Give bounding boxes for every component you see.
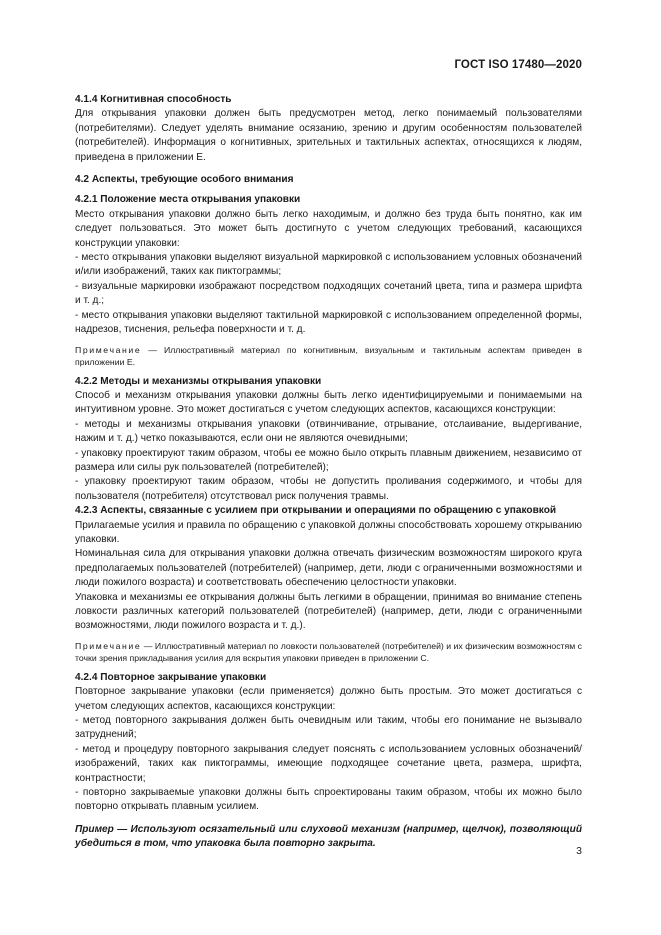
list-item: - место открывания упаковки выделяют визуальной маркировкой с использованием условных обозначений и/или изображений, таких как пиктограммы; (75, 252, 582, 278)
paragraph: Способ и механизм открывания упаковки должны быть легко идентифицируемыми и понимаемыми на интуитивном уровне. Это может достигаться с учетом следующих аспектов, касающихся конструкции: (75, 389, 582, 416)
note-text: — Иллюстративный материал по ловкости пользователей (потребителей) и их физическим возможностям с точки зрения прикладывания усилия для вскрытия упаковки приведен в приложении С. (75, 640, 582, 664)
section-heading-4-2-3: 4.2.3 Аспекты, связанные с усилием при открывании и операциями по обращению с упаковкой (75, 505, 557, 517)
note-text: — Иллюстративный материал по когнитивным, визуальным и тактильным аспектам приведен в приложении Е. (75, 344, 582, 367)
note-label: Примечание (75, 344, 142, 355)
list-item: - методы и механизмы открывания упаковки (отвинчивание, отрывание, отслаивание, выдергивание, нажим и т. д.) четко показываются, если они не являются очевидными; (75, 418, 582, 445)
list-item: - место открывания упаковки выделяют тактильной маркировкой с использованием определенной формы, надрезов, тиснения, рельефа поверхности и т. д. (75, 309, 582, 336)
section-heading-4-1-4: 4.1.4 Когнитивная способность (75, 94, 232, 105)
example-text: Пример — Используют осязательный или слуховой механизм (например, щелчок), позволяющий убедиться в том, что упаковка была повторно закрыта. (75, 823, 582, 850)
section-heading-4-2-4: 4.2.4 Повторное закрывание упаковки (75, 671, 267, 683)
paragraph: Номинальная сила для открывания упаковки должна отвечать физическим возможностям широкого круга предполагаемых пользователей (потребителей) (например, дети, люди с ограниченными возможностями и люди пожилого возраста) и соответствовать обеспечению целостности упаковки. (75, 548, 582, 589)
list-item: - упаковку проектируют таким образом, чтобы ее можно было открыть плавным движением, независимо от размера или силы рук пользователей (потребителей); (75, 447, 582, 473)
list-item: - повторно закрываемые упаковки должны быть спроектированы таким образом, чтобы их можно было повторно открывать плавным усилием. (75, 787, 582, 813)
section-heading-4-2: 4.2 Аспекты, требующие особого внимания (75, 174, 294, 186)
paragraph: Для открывания упаковки должен быть предусмотрен метод, легко понимаемый пользователями (потребителями). Следует уделять внимание осязанию, зрению и другим особенностям пользователей (потребителей). Информация о когнитивных, зрительных и тактильных аспектах, относящихся к людям, приведена в приложении Е. (75, 108, 582, 163)
paragraph: Прилагаемые усилия и правила по обращению с упаковкой должны способствовать хорошему открыванию упаковки. (75, 519, 582, 545)
page-number: 3 (576, 845, 582, 857)
page-content (75, 93, 582, 852)
document-id: ГОСТ ISO 17480—2020 (454, 59, 582, 71)
section-heading-4-2-2: 4.2.2 Методы и механизмы открывания упаковки (75, 375, 322, 387)
paragraph: Место открывания упаковки должно быть легко находимым, и должно без труда быть понятно, как им следует пользоваться. Это может быть достигнуто с учетом следующих требований, касающихся конструкции упаковки: (75, 208, 582, 249)
list-item: - упаковку проектируют таким образом, чтобы не допустить проливания содержимого, и чтобы для пользователя (потребителя) отсутствовал риск получения травмы. (75, 476, 582, 502)
paragraph: Упаковка и механизмы ее открывания должны быть легкими в обращении, принимая во внимание степень ловкости различных категорий пользователей (потребителей) (например, дети, люди с ограниченными возможностями, люди пожилого возраста и т. д.). (75, 591, 582, 632)
note-label: Примечание (75, 640, 142, 651)
paragraph: Повторное закрывание упаковки (если применяется) должно быть простым. Это может достигаться с учетом следующих аспектов, касающихся конструкции: (75, 686, 582, 712)
list-item: - визуальные маркировки изображают посредством подходящих сочетаний цвета, типа и размера шрифта и т. д.; (75, 280, 582, 307)
list-item: - метод и процедуру повторного закрывания следует пояснять с использованием условных обозначений/изображений, таких как пиктограммы, имеющие подходящее сочетание цвета, размера, шрифта, контрастности; (75, 743, 582, 784)
note (75, 344, 582, 369)
list-item: - метод повторного закрывания должен быть очевидным или таким, чтобы его понимание не вызывало затруднений; (75, 715, 582, 741)
section-heading-4-2-1: 4.2.1 Положение места открывания упаковки (75, 194, 301, 206)
note (75, 640, 582, 665)
